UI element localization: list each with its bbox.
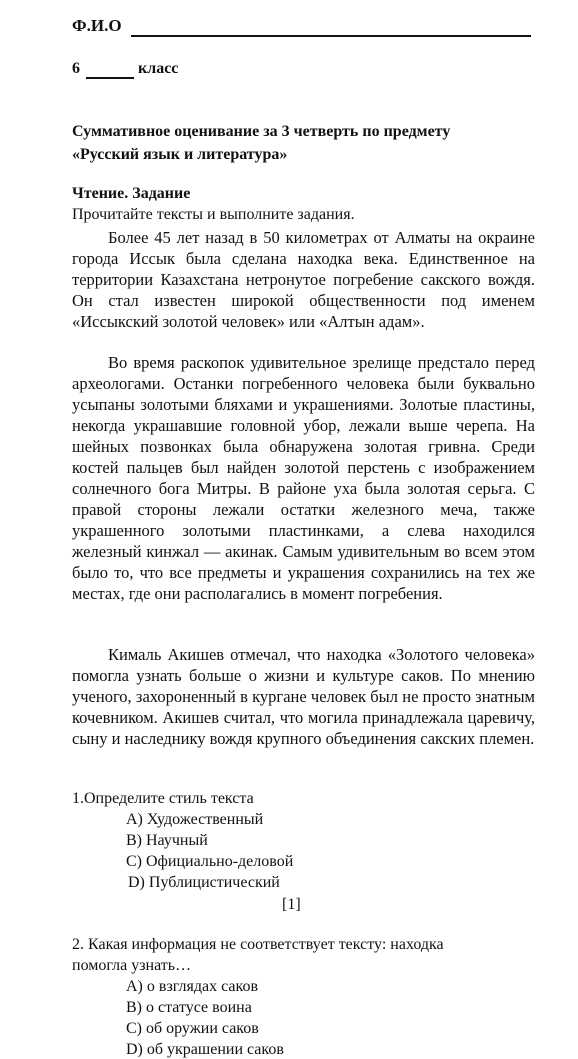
paragraph-text: Во время раскопок удивительное зрелище предстало перед археологами. Останки погребенного человека были буквально усыпаны золотыми бляхами и украшениями. Золотые пластины, некогда украшавшие головной убор, лежали выше черепа. На шейных позвонках была обнаружена золотая гривна. Среди костей пальцев был найден золотой перстень с изображением солнечного бога Митры. В районе уха была золотая серьга. С правой стороны лежали остатки железного меча, также украшенного золотыми пластинками, а слева находился железный кинжал — акинак. Самым удивительным во всем этом было то, что все предметы и украшения сохранились на тех же местах, где они располагались в момент погребения.	[72, 353, 535, 603]
question-2-option-a: A) о взглядах саков	[126, 978, 259, 995]
question-2-option-c: C) об оружии саков	[126, 1020, 259, 1037]
question-1-option-c: C) Официально-деловой	[126, 853, 294, 870]
question-2-option-d: D) об украшении саков	[126, 1041, 284, 1058]
fio-blank-line	[131, 35, 531, 37]
page-title-line-2: «Русский язык и литература»	[72, 146, 288, 163]
question-1-option-b: B) Научный	[126, 832, 208, 849]
question-1-text: 1.Определите стиль текста	[72, 790, 254, 807]
reading-instruction: Прочитайте тексты и выполните задания.	[72, 206, 355, 223]
question-2-text-line-1: 2. Какая информация не соответствует тексту: находка	[72, 936, 444, 953]
question-1-points: [1]	[282, 896, 301, 913]
question-2-option-b: B) о статусе воина	[126, 999, 252, 1016]
page-title-line-1: Суммативное оценивание за 3 четверть по предмету	[72, 123, 451, 140]
question-2-text-line-2: помогла узнать…	[72, 957, 192, 974]
grade-label: класс	[138, 60, 179, 77]
grade-blank-line	[86, 77, 134, 79]
text-paragraph-3	[72, 644, 535, 749]
paragraph-text: Кималь Акишев отмечал, что находка «Золотого человека» помогла узнать больше о жизни и культуре саков. По мнению ученого, захороненный в кургане человек был не просто знатным кочевником. Акишев считал, что могила принадлежала царевичу, сыну и наследнику вождя крупного объединения сакских племен.	[72, 645, 535, 748]
grade-number: 6	[72, 60, 80, 77]
fio-label: Ф.И.О	[72, 16, 122, 35]
text-paragraph-2	[72, 352, 535, 604]
reading-heading: Чтение. Задание	[72, 185, 191, 202]
paragraph-text: Более 45 лет назад в 50 километрах от Алматы на окраине города Иссык была сделана находка века. Единственное на территории Казахстана нетронутое погребение сакского вождя. Он стал известен широкой общественности под именем «Иссыкский золотой человек» или «Алтын адам».	[72, 228, 535, 331]
question-1-option-d: D) Публицистический	[128, 874, 280, 891]
question-1-option-a: A) Художественный	[126, 811, 264, 828]
text-paragraph-1	[72, 227, 535, 332]
